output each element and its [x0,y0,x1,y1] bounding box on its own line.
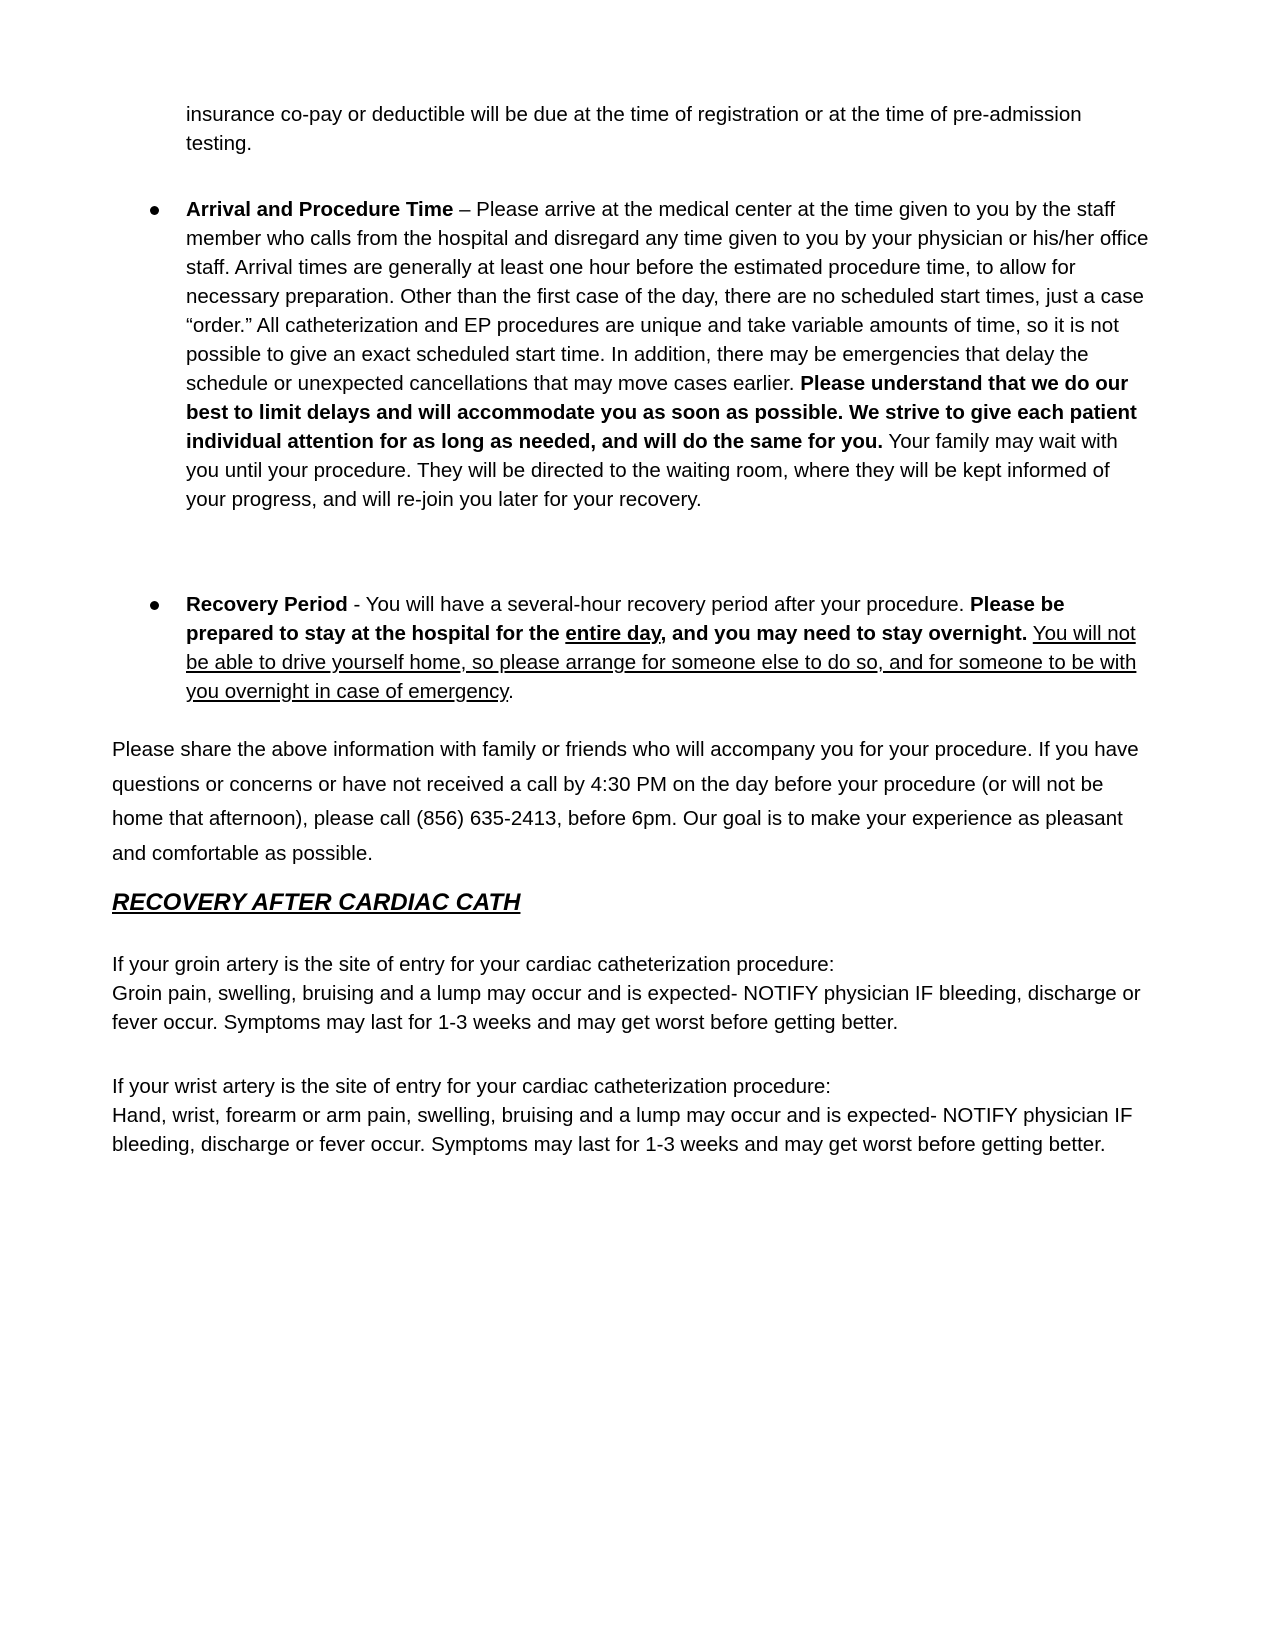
bullet-emphasis-underlined: entire day [565,622,661,645]
bullet-body: Please arrive at the medical center at the time given to you by the staff member who calls from the hospital and disregard any time given to you by your physician or his/her office staff. Arrival times are generally at least one hour before the estimated procedure time, to allow for necessary preparation. Other than the first case of the day, there are no scheduled start times, just a case “order.” All catheterization and EP procedures are unique and take variable amounts of time, so it is not possible to give an exact scheduled start time. In addition, there may be emergencies that delay the schedule or unexpected cancellations that may move cases earlier. [186,198,1149,395]
groin-entry-section [112,950,1157,1037]
section-heading: RECOVERY AFTER CARDIAC CATH [112,889,521,916]
bullet-paragraph [186,195,1151,514]
bullet-recovery-period [186,590,1151,706]
bullet-title: Arrival and Procedure Time [186,198,454,221]
wrist-intro: If your wrist artery is the site of entry for your cardiac catheterization procedure: [112,1075,831,1098]
bullet-paragraph [186,590,1151,706]
groin-detail: Groin pain, swelling, bruising and a lump may occur and is expected- NOTIFY physician IF bleeding, discharge or fever occur. Symptoms may last for 1-3 weeks and may get worst before getting better. [112,982,1141,1034]
bullet-emphasis: , and you may need to stay overnight. [660,622,1028,645]
bullet-arrival-procedure-time [186,195,1151,514]
share-info-paragraph: Please share the above information with family or friends who will accompany you for your procedure. If you have questions or concerns or have not received a call by 4:30 PM on the day before your procedure (or will not be home that afternoon), please call (856) 635-2413, before 6pm. Our goal is to make your experience as pleasant and comfortable as possible. [112,738,1139,865]
bullet-tail: Your family may wait with you until your procedure. They will be directed to the waiting room, where they will be kept informed of your progress, and will re-join you later for your recovery. [186,430,1118,511]
groin-intro: If your groin artery is the site of entry for your cardiac catheterization procedure: [112,953,835,976]
bullet-separator: – [453,198,477,221]
bullet-emphasis: Please be prepared to stay at the hospital for the [186,593,1065,645]
bullet-body: You will have a several-hour recovery period after your procedure. [365,593,970,616]
wrist-entry-section [112,1072,1157,1159]
wrist-detail: Hand, wrist, forearm or arm pain, swelling, bruising and a lump may occur and is expected- NOTIFY physician IF bleeding, discharge or fever occur. Symptoms may last for 1-3 weeks and may get worst before getting better. [112,1104,1133,1156]
bullet-title: Recovery Period [186,593,348,616]
continuation-paragraph: insurance co-pay or deductible will be due at the time of registration or at the time of pre-admission testing. [186,103,1082,155]
bullet-icon [150,601,159,610]
bullet-underlined-notice: You will not be able to drive yourself home, so please arrange for someone else to do so, and for someone to be with you overnight in case of emergency [186,622,1137,703]
bullet-emphasis: Please understand that we do our best to limit delays and will accommodate you as soon as possible. We strive to give each patient individual attention for as long as needed, and will do the same for you. [186,372,1137,453]
bullet-icon [150,206,159,215]
bullet-tail: . [508,680,514,703]
bullet-separator: - [347,593,366,616]
